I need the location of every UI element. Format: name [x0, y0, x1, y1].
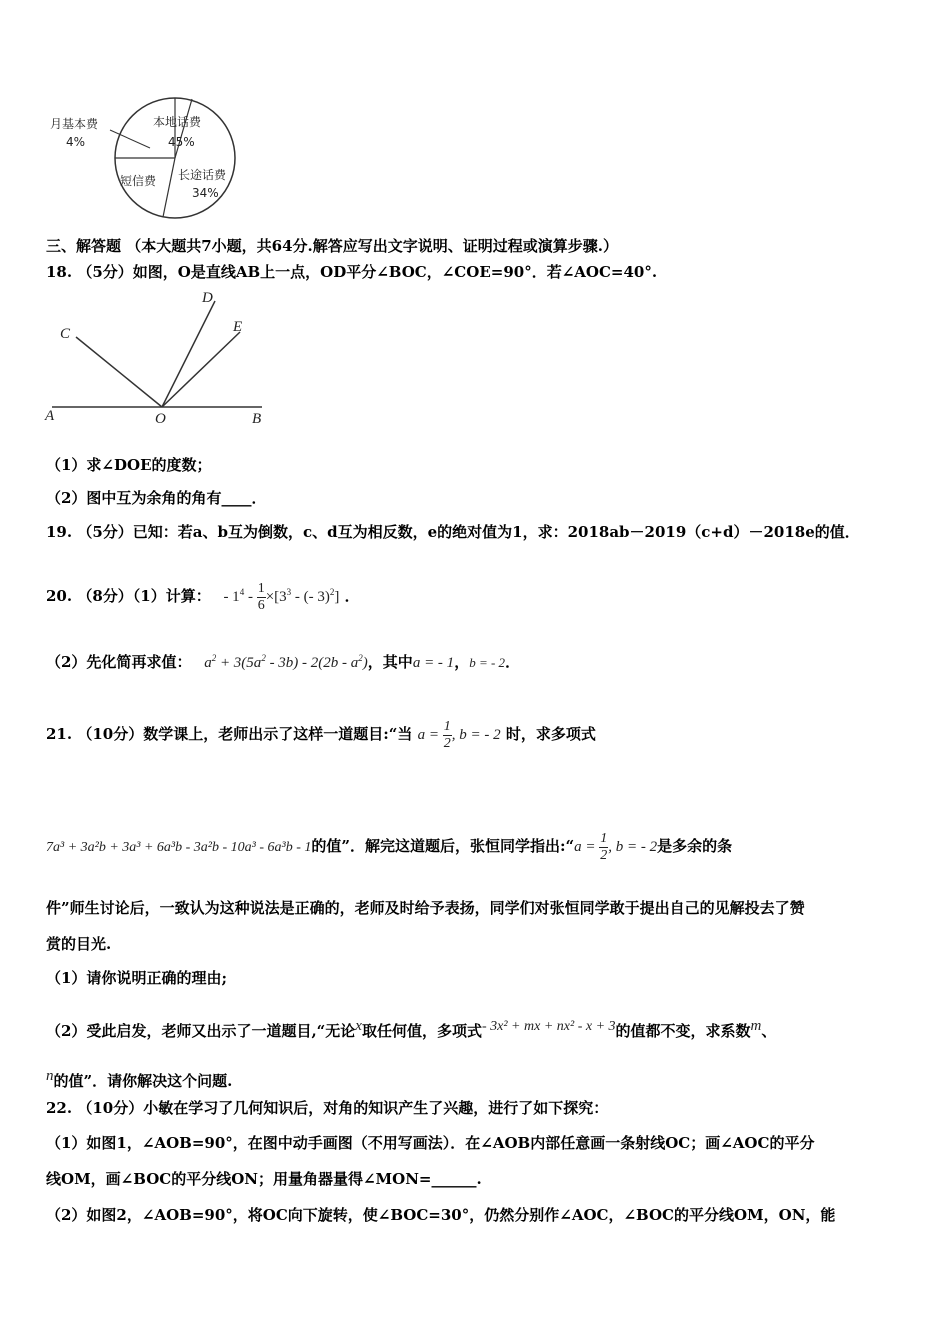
q21-line3: 件”师生讨论后，一致认为这种说法是正确的，老师及时给予表扬，同学们对张恒同学敢于提出自己的见解投去了赞 [46, 899, 805, 917]
pie-percent-local: 45% [168, 135, 195, 149]
ray-OD [162, 301, 215, 407]
pie-label-sms: 短信费 [120, 174, 157, 188]
q22-stem: 22. （10分）小敏在学习了几何知识后，对角的知识产生了兴趣，进行了如下探究： [46, 1099, 609, 1117]
q21-var-m: m [750, 1018, 762, 1034]
q20-part2-mid: ，其中 [367, 653, 413, 671]
q21-line1-suffix: 时，求多项式 [505, 725, 596, 743]
label-A: A [45, 408, 55, 424]
pie-percent-longdistance: 34% [192, 186, 219, 200]
q21-condition: a = $\frac{1}{2}$ , b = - 2 [417, 719, 501, 752]
q21-part2-sep: 、 [761, 1022, 777, 1040]
q21-part2 [46, 1012, 776, 1045]
q21-part2-suffix: 的值都不变，求系数 [615, 1022, 751, 1040]
q20-condition-b: b = - 2 [469, 655, 506, 670]
pie-percent-monthly: 4% [66, 135, 86, 149]
section-heading: 三、解答题 （本大题共7小题，共64分.解答应写出文字说明、证明过程或演算步骤.） [46, 237, 618, 255]
pie-label-longdistance: 长途话费 [178, 168, 227, 182]
q20-part2-prefix: （2）先化简再求值： [46, 653, 192, 671]
q21-polynomial: 7a³ + 3a²b + 3a³ + 6a³b - 3a²b - 10a³ - 6a³b - 1 [46, 840, 312, 855]
q18-stem: 18. （5分）如图，O是直线AB上一点，OD平分∠BOC，∠COE=90°．若∠AOC=40°. [46, 263, 658, 281]
q20-part1-prefix: 20. （8分）（1）计算： [46, 587, 211, 605]
q21-line1-prefix: 21. （10分）数学课上，老师出示了这样一道题目:“当 [46, 725, 413, 743]
label-B: B [252, 411, 262, 427]
q21-line2 [46, 824, 732, 870]
q21-var-n: n [46, 1068, 54, 1084]
q21-part2-prefix: （2）受此启发，老师又出示了一道题目,“无论 [46, 1022, 356, 1040]
ray-OC [76, 337, 162, 407]
q20-part1 [46, 572, 360, 617]
q21-part2-mid: 取任何值，多项式 [361, 1022, 482, 1040]
label-E: E [233, 319, 243, 335]
label-C: C [60, 326, 71, 342]
q21-line4: 赏的目光. [46, 935, 112, 953]
pie-divider-bottom [163, 158, 175, 217]
q21-line2-end: 是多余的条 [657, 837, 733, 855]
q21-part2-cont [46, 1062, 232, 1095]
q18-part2: （2）图中互为余角的角有____． [46, 489, 267, 507]
q20-part2-comma: ， [454, 653, 470, 671]
q21-var-x: x [355, 1018, 362, 1034]
q21-line1 [46, 712, 596, 757]
q22-part1-line2: 线OM，画∠BOC的平分线ON；用量角器量得∠MON=______. [46, 1170, 482, 1188]
ray-OE [162, 332, 240, 407]
q22-part1-line1: （1）如图1，∠AOB=90°，在图中动手画图（不用写画法）．在∠AOB内部任意画一条射线OC；画∠AOC的平分 [46, 1134, 815, 1152]
pie-label-monthly: 月基本费 [50, 117, 99, 131]
q20-part2-expression: $a^2 + 3(5a^2 - 3b) - 2(2b - a^2)$ [196, 653, 368, 671]
pie-label-local: 本地话费 [153, 115, 202, 129]
q21-part1: （1）请你说明正确的理由; [46, 969, 227, 987]
q18-part1: （1）求∠DOE的度数； [46, 456, 212, 474]
q21-part2-end: 的值”．请你解决这个问题. [53, 1072, 233, 1090]
q21-part2-polynomial: - 3x² + mx + nx² - x + 3 [481, 1019, 616, 1034]
q20-part1-expression: - $1^4$ - $\frac{1}{6}$ $\times[3^3$ - (- 3)$^2$] [215, 581, 340, 614]
q22-part2-line1: （2）如图2，∠AOB=90°，将OC向下旋转，使∠BOC=30°，仍然分别作∠AOC，∠BOC的平分线OM，ON，能 [46, 1206, 836, 1224]
q20-part2-end: ． [505, 653, 521, 671]
q21-condition-repeat: a = $\frac{1}{2}$ , b = - 2 [574, 831, 658, 864]
q19-stem: 19. （5分）已知：若a、b互为倒数，c、d互为相反数，e的绝对值为1，求：2018ab－2019（c+d）－2018e的值． [46, 523, 860, 541]
q20-part1-suffix: ． [344, 587, 360, 605]
q18-figure [40, 285, 280, 430]
q20-condition-a: a = - 1 [412, 655, 455, 671]
pie-chart [40, 90, 250, 225]
q20-part2 [46, 648, 520, 673]
label-O: O [155, 411, 166, 427]
label-D: D [202, 290, 213, 306]
q21-line2-mid: 的值”．解完这道题后，张恒同学指出:“ [311, 837, 575, 855]
